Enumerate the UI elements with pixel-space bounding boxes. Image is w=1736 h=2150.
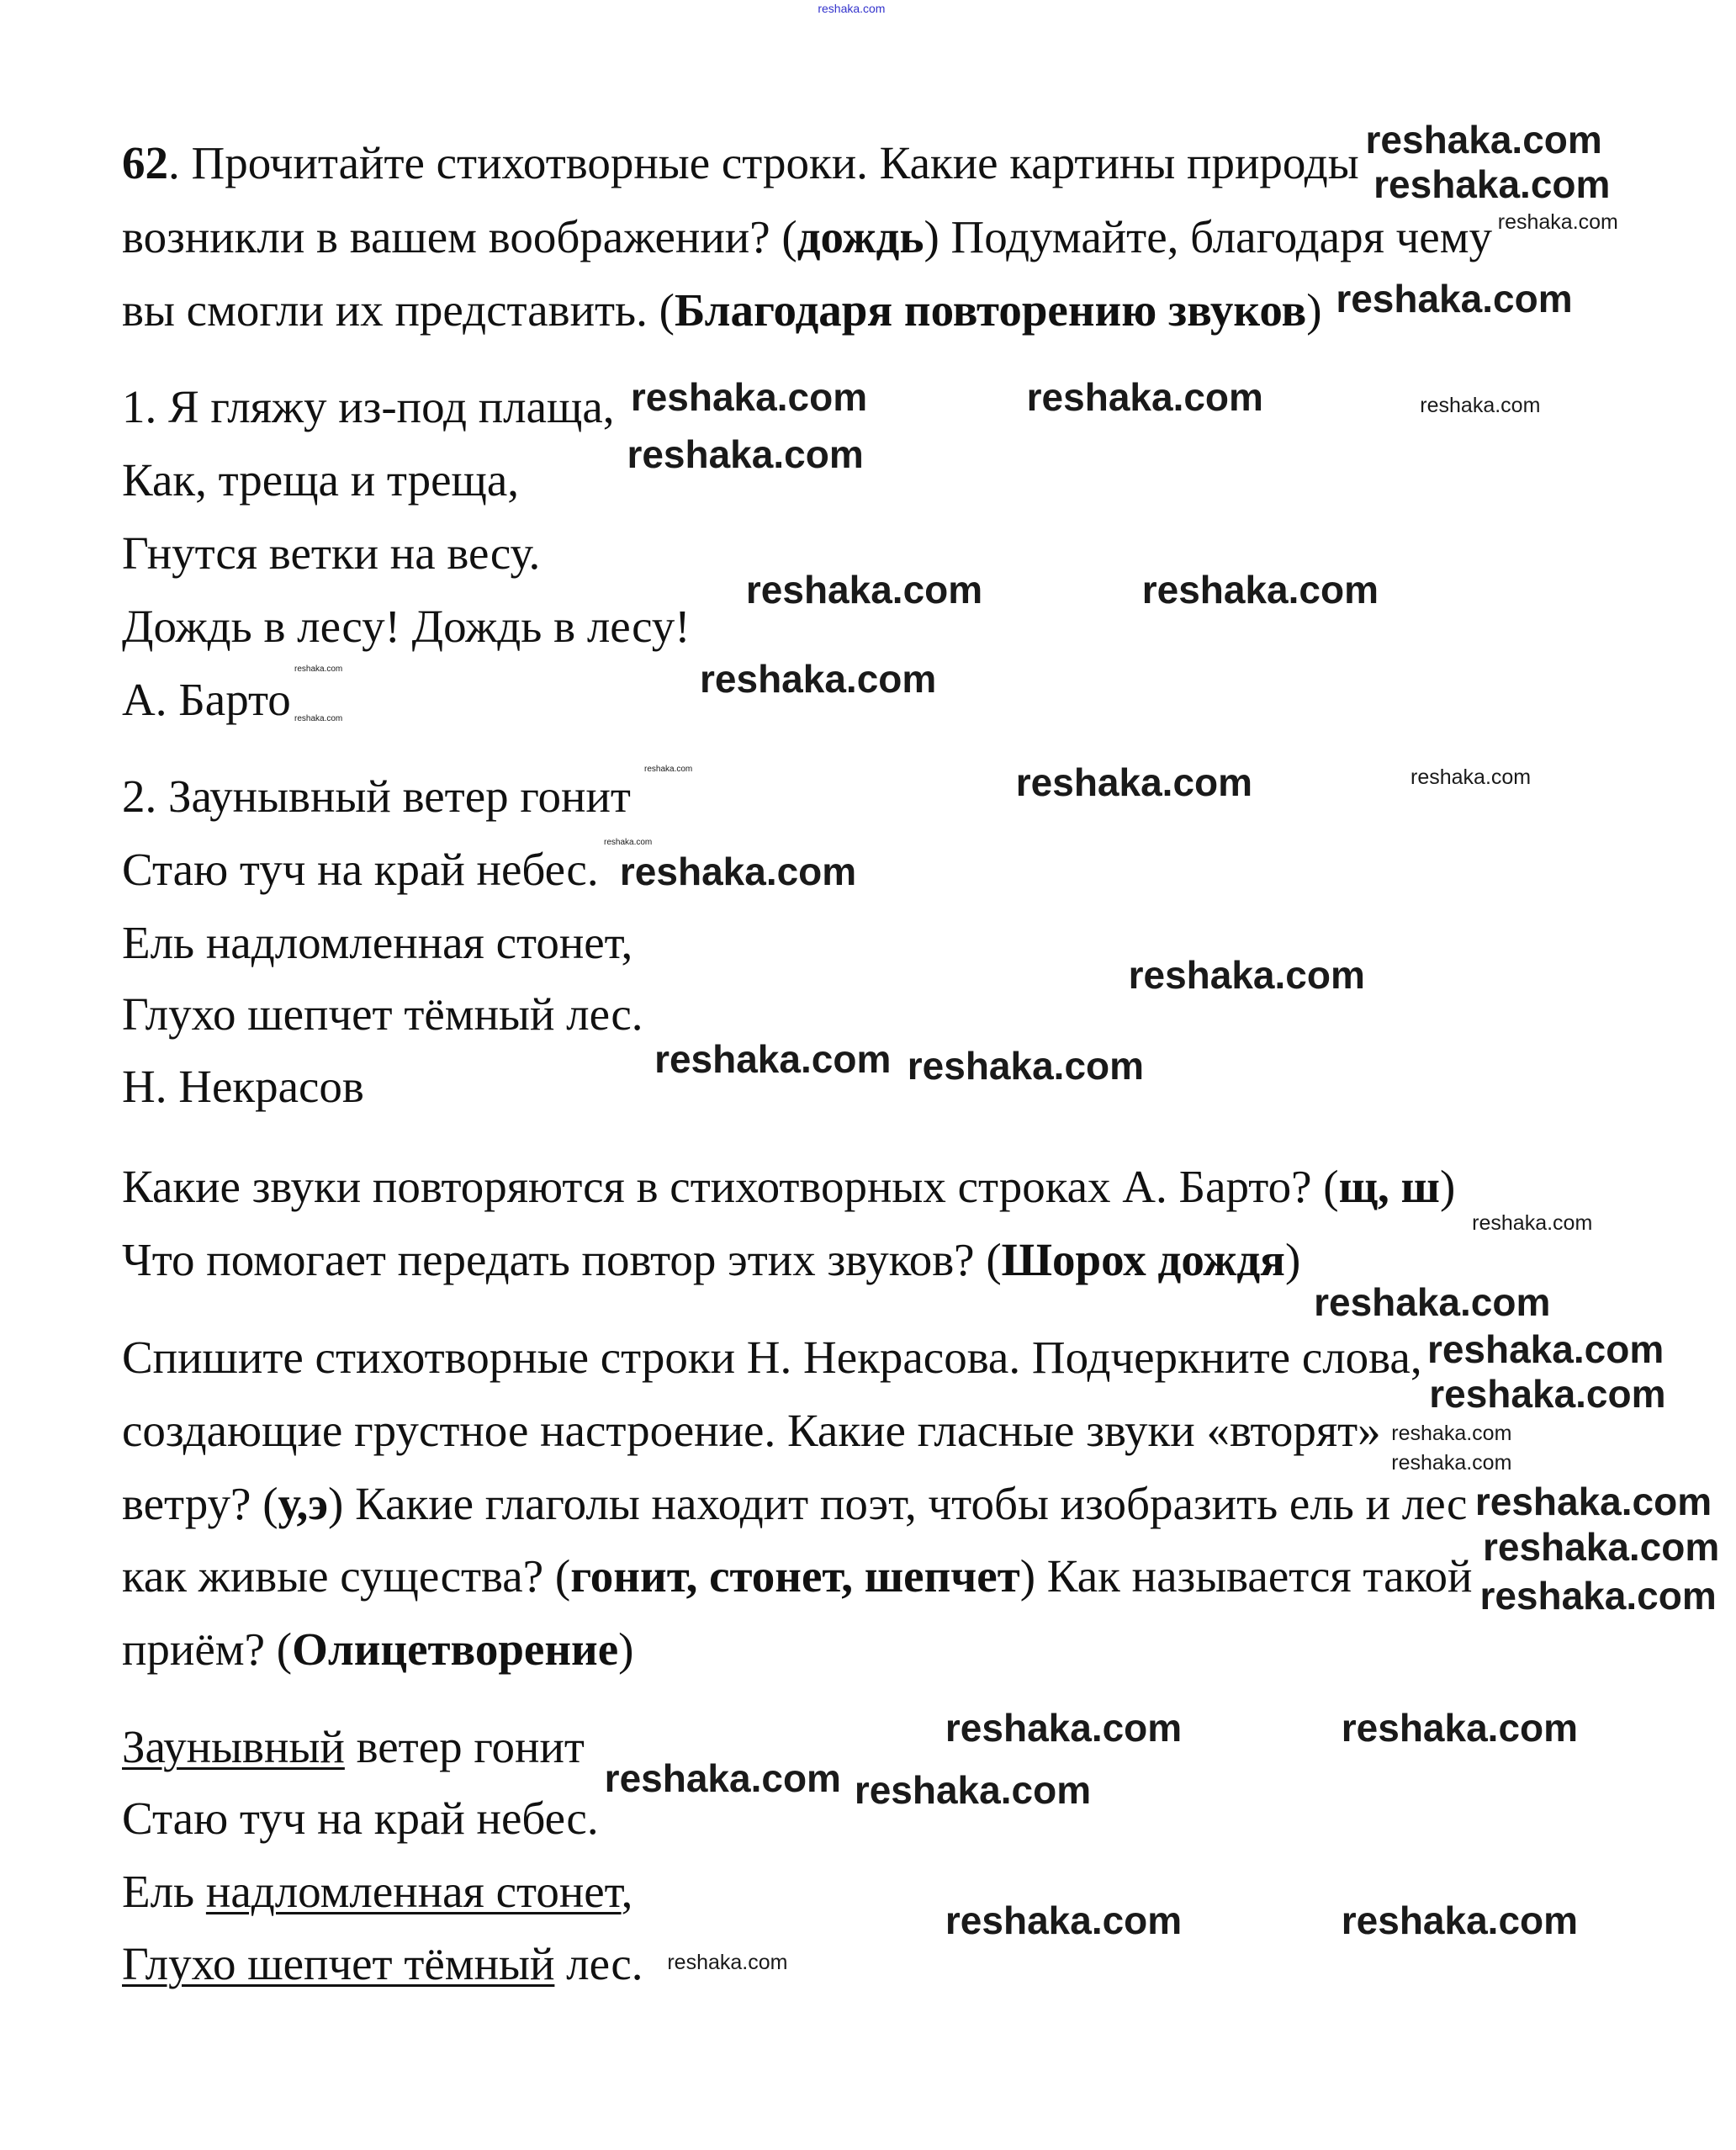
watermark: reshaka.com [1472, 1211, 1593, 1236]
underlined-word: надломленная стонет [205, 1866, 622, 1918]
watermark: reshaka.com [294, 714, 343, 724]
answer-text: 62 [122, 136, 168, 188]
text-line [122, 1939, 643, 1990]
text-line [122, 455, 519, 506]
watermark: reshaka.com [1391, 1421, 1512, 1445]
watermark: reshaka.com [1479, 1573, 1717, 1618]
text-line [122, 771, 631, 823]
text-line [122, 1793, 599, 1845]
watermark: reshaka.com [945, 1705, 1183, 1750]
text-segment: ) Как называется такой [1019, 1549, 1473, 1602]
answer-text: гонит, стонет, шепчет [570, 1549, 1020, 1602]
text-line [122, 845, 599, 896]
text-segment: 1. Я гляжу из-под плаща, [122, 380, 615, 432]
text-segment: Стаю туч на край небес. [122, 843, 599, 895]
text-line [122, 601, 691, 653]
text-segment: как живые существа? ( [122, 1549, 571, 1602]
text-line [122, 1162, 1455, 1213]
watermark: reshaka.com [294, 664, 343, 674]
text-line [122, 675, 291, 726]
answer-text: щ, ш [1338, 1160, 1440, 1212]
underlined-word: Глухо шепчет тёмный [122, 1937, 555, 1989]
text-segment: Что помогает передать повтор этих звуков? ( [122, 1234, 1002, 1285]
watermark: reshaka.com [1426, 1327, 1665, 1371]
text-line [122, 285, 1322, 336]
text-line [122, 1479, 1467, 1530]
text-line [122, 1332, 1422, 1384]
text-segment: вы смогли их представить. ( [122, 284, 675, 336]
watermark: reshaka.com [627, 432, 864, 476]
watermark: reshaka.com [1391, 1450, 1512, 1475]
text-segment: Гнутся ветки на весу. [122, 527, 541, 579]
text-segment: создающие грустное настроение. Какие гласные звуки «вторят» [122, 1405, 1381, 1457]
text-segment: А. Барто [122, 674, 291, 726]
text-segment: ) Какие глаголы находит поэт, чтобы изобразить ель и лес [328, 1478, 1468, 1530]
answer-text: у,э [278, 1478, 329, 1530]
text-line [122, 918, 632, 969]
text-line [122, 1722, 585, 1773]
text-segment: Стаю туч на край небес. [122, 1793, 599, 1845]
watermark: reshaka.com [1482, 1525, 1720, 1570]
text-segment: ) [1439, 1160, 1456, 1212]
text-segment: приём? ( [122, 1623, 293, 1675]
watermark: reshaka.com [1341, 1898, 1579, 1942]
text-segment: Какие звуки повторяются в стихотворных строках А. Барто? ( [122, 1160, 1339, 1212]
watermark: reshaka.com [854, 1768, 1092, 1813]
text-segment: ) [1306, 284, 1322, 336]
watermark: reshaka.com [644, 764, 693, 774]
text-line [122, 1062, 364, 1113]
text-segment: Н. Некрасов [122, 1060, 364, 1112]
text-segment: Ель надломленная стонет, [122, 916, 633, 968]
answer-text: Олицетворение [292, 1623, 619, 1675]
text-segment: лес. [554, 1937, 643, 1989]
watermark: reshaka.com [907, 1044, 1145, 1088]
watermark: reshaka.com [1410, 765, 1532, 789]
watermark: reshaka.com [1128, 953, 1365, 997]
text-segment: Как, треща и треща, [122, 453, 520, 506]
text-segment: Спишите стихотворные строки Н. Некрасова. Подчеркните слова, [122, 1332, 1422, 1384]
watermark: reshaka.com [1026, 375, 1263, 420]
text-line [122, 989, 643, 1041]
watermark: reshaka.com [604, 837, 653, 847]
text-segment: , [621, 1866, 633, 1918]
answer-text: Благодаря повторению звуков [674, 284, 1307, 336]
watermark: reshaka.com [1314, 1279, 1551, 1324]
watermark: reshaka.com [818, 2, 886, 16]
text-line [122, 1235, 1300, 1286]
watermark: reshaka.com [1341, 1705, 1579, 1750]
watermark: reshaka.com [630, 375, 868, 420]
watermark: reshaka.com [604, 1755, 841, 1800]
watermark: reshaka.com [654, 1036, 892, 1081]
text-segment: Ель [122, 1866, 206, 1918]
watermark: reshaka.com [1141, 568, 1379, 612]
text-segment: 2. Заунывный ветер гонит [122, 770, 631, 822]
text-line [122, 1624, 633, 1676]
text-segment: возникли в вашем воображении? ( [122, 211, 797, 263]
watermark: reshaka.com [700, 657, 937, 702]
text-line [122, 212, 1492, 263]
watermark: reshaka.com [1497, 209, 1618, 234]
text-segment: ) [618, 1623, 634, 1675]
watermark: reshaka.com [1420, 393, 1541, 417]
text-line [122, 528, 540, 580]
watermark: reshaka.com [1336, 277, 1573, 321]
text-line [122, 382, 615, 433]
text-line [122, 1867, 632, 1918]
answer-text: Шорох дождя [1001, 1234, 1285, 1285]
text-line [122, 138, 1359, 189]
watermark: reshaka.com [1373, 162, 1611, 207]
watermark: reshaka.com [945, 1898, 1183, 1942]
watermark: reshaka.com [1474, 1479, 1712, 1523]
answer-text: дождь [797, 211, 924, 263]
text-segment: Дождь в лесу! Дождь в лесу! [122, 600, 691, 652]
text-segment: ) [1284, 1234, 1301, 1285]
text-segment: Глухо шепчет тёмный лес. [122, 988, 643, 1041]
text-segment: ) Подумайте, благодаря чему [924, 211, 1493, 263]
text-line [122, 1551, 1472, 1602]
watermark: reshaka.com [1365, 118, 1602, 162]
watermark: reshaka.com [667, 1950, 788, 1974]
text-segment: ветер гонит [344, 1720, 585, 1772]
text-segment: ветру? ( [122, 1478, 278, 1530]
watermark: reshaka.com [619, 850, 857, 894]
watermark: reshaka.com [1429, 1371, 1666, 1416]
text-line [122, 1406, 1381, 1457]
underlined-word: Заунывный [122, 1720, 345, 1772]
text-segment: . Прочитайте стихотворные строки. Какие картины природы [168, 136, 1359, 188]
watermark: reshaka.com [745, 568, 983, 612]
watermark: reshaka.com [1015, 760, 1253, 805]
